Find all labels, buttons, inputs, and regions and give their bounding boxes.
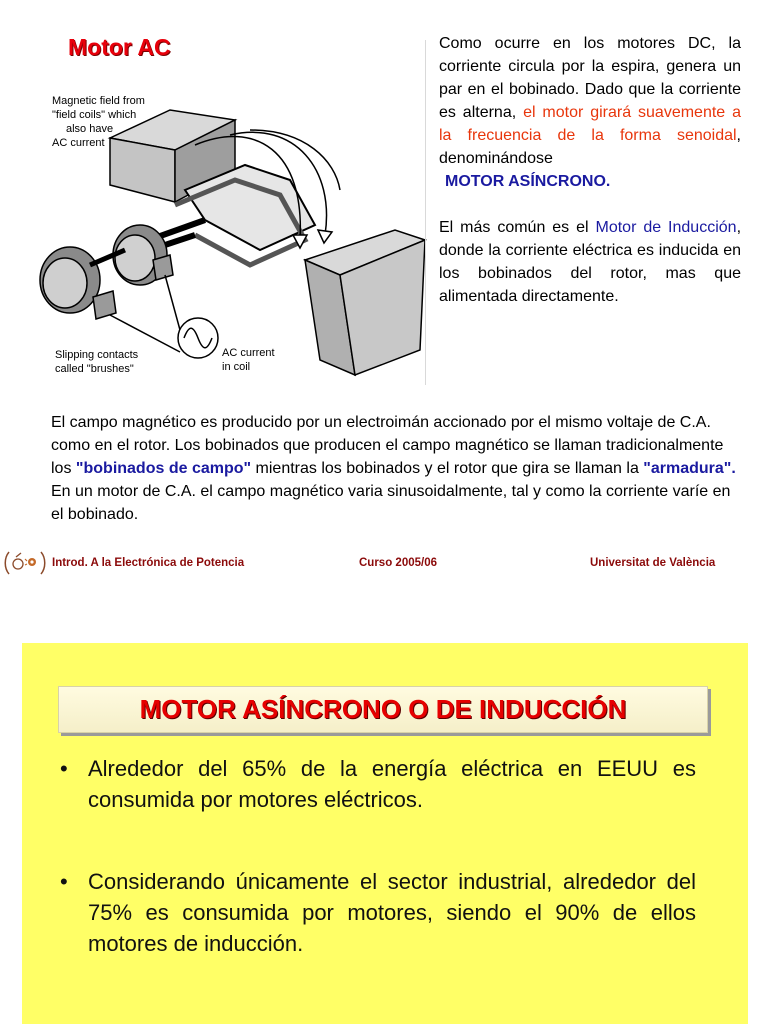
slide-motor-asincrono	[22, 643, 748, 1024]
motor-asincrono-heading: MOTOR ASÍNCRONO.	[445, 173, 611, 190]
explanation-column	[439, 32, 741, 308]
university-logo-icon	[3, 550, 47, 576]
svg-text:Magnetic field from: Magnetic field from	[52, 95, 145, 107]
footer-course-title: Introd. A la Electrónica de Potencia	[52, 557, 245, 569]
ac-motor-diagram	[35, 90, 430, 390]
svg-text:in coil: in coil	[222, 361, 251, 373]
highlight-blue: Motor de Inducción	[595, 219, 737, 236]
label-ac-current	[222, 347, 275, 373]
svg-text:also have: also have	[66, 123, 114, 135]
footer-university: Universitat de València	[590, 557, 716, 569]
slide-footer	[0, 548, 768, 580]
field-description-paragraph: El campo magnético es producido por un electroimán accionado por el mismo voltaje de C.A. como en el rotor. Los bobinados que producen el campo magnético se llaman tradicionalmente los "bobinados de campo" mientras los bobinados y el rotor que gira se llaman la "armadura". En un motor de C.A. el campo magnético varia sinusoidalmente, tal y como la corriente varíe en el bobinado.	[51, 414, 736, 523]
svg-text:AC current: AC current	[52, 137, 105, 149]
list-item: • Alrededor del 65% de la energía eléctrica en EEUU es consumida por motores eléctricos.	[60, 753, 696, 815]
svg-text:Slipping contacts: Slipping contacts	[55, 349, 139, 361]
svg-text:called "brushes": called "brushes"	[55, 363, 134, 375]
highlight-red: el motor girará suavemente a la frecuencia de la forma senoidal	[439, 104, 742, 144]
slide2-title-box	[58, 686, 708, 733]
explanation-paragraph-2: El más común es el Motor de Inducción, donde la corriente eléctrica es inducida en los bobinados del rotor, mas que alimentada directamente.	[439, 219, 742, 305]
slide2-title: MOTOR ASÍNCRONO O DE INDUCCIÓN	[139, 694, 627, 724]
svg-text:AC current: AC current	[222, 347, 275, 359]
list-item: • Considerando únicamente el sector industrial, alrededor del 75% es consumida por motores, siendo el 90% de ellos motores de inducción.	[60, 866, 696, 959]
column-divider	[425, 40, 426, 385]
field-magnet-right	[305, 230, 425, 375]
explanation-paragraph-1: Como ocurre en los motores DC, la corriente circula por la espira, genera un par en el bobinado. Dado que la corriente es alterna, el motor girará suavemente a la frecuencia de la forma senoidal, denominándose	[439, 35, 742, 167]
footer-course-year: Curso 2005/06	[359, 557, 437, 569]
bullet-icon: •	[60, 869, 68, 894]
svg-text:"field coils" which: "field coils" which	[52, 109, 137, 121]
bullet-list	[60, 753, 696, 959]
bullet-icon: •	[60, 756, 68, 781]
slide-title: Motor AC	[68, 34, 171, 60]
ac-source-symbol	[178, 318, 218, 358]
label-brushes	[55, 349, 139, 375]
